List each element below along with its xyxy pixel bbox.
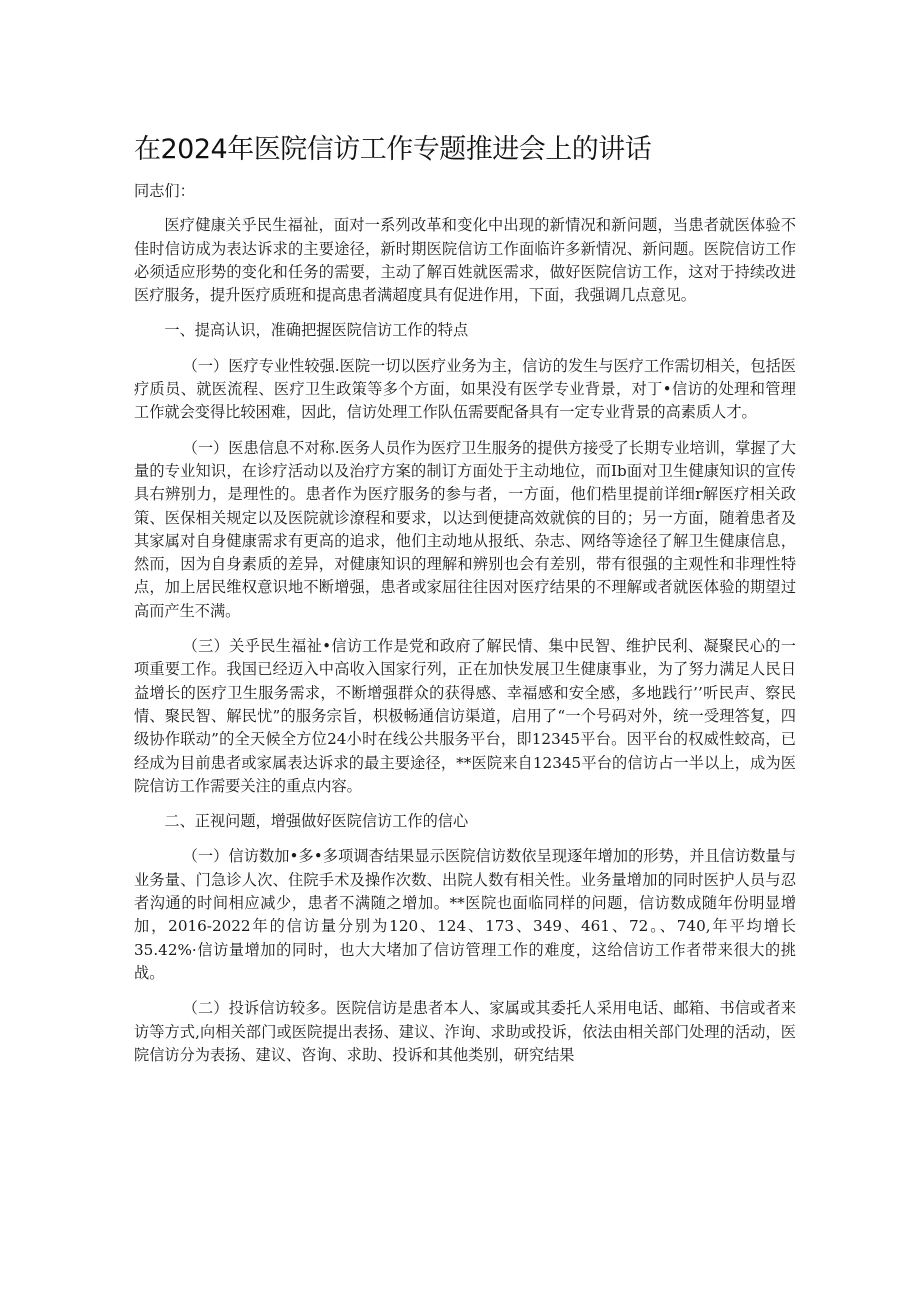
section-1-paragraph-2: （一）医患信息不对称.医务人员作为医疗卫生服务的提供方接受了长期专业培训，掌握了大量的专业知识，在诊疗活动以及治疗方案的制订方面处于主动地位，而Ib面对卫生健康知识的宣传具右辨别力，是理性的。患者作为医疗服务的参与者，一方面，他们梏里提前详细r解医疗相关政策、医保相关规定以及医院就诊潦程和要求，以达到便捷高效就傧的目的；另一方面，随着患者及其家属对自身健康需求有更高的追求，他们主动地从报纸、杂志、网络等途径了解卫生健康信息，然而，因为自身素质的差异，对健康知识的理解和辨别也会有差别，带有很强的主观性和非理性特点，加上居民维权意识地不断增强，患者或家屈往往因对医疗结果的不理解或者就医体验的期望过高而产生不满。: [134, 438, 796, 620]
section-1-paragraph-1: （一）医疗专业性较强.医院一切以医疗业务为主，信访的发生与医疗工作需切相关，包括医疗质员、就医流程、医疗卫生政策等多个方面，如果没有医学专业背景，对丁•信访的处理和管理工作就会变得比较困难，因此，信访处理工作队伍需要配备具有一定专业背景的高素质人才。: [134, 356, 796, 422]
intro-paragraph: 医疗健康关乎民生福祉，面对一系列改革和变化中出现的新情况和新问题，当患者就医体验不佳时信访成为表达诉求的主要途径，新时期医院信访工作面临许多新情况、新问题。医院信访工作必须适应形势的变化和任务的需要，主动了解百姓就医需求，做好医院信访工作，这对于持续改进医疗服务，提升医疗质班和提高患者满超度具有促进作用，下面，我强调几点意见。: [134, 216, 796, 305]
document-title: 在2024年医院信访工作专题推进会上的讲话: [134, 134, 652, 165]
section-2-heading: 二、正视问题，增强做好医院信访工作的信心: [164, 812, 469, 831]
document-body: [134, 180, 796, 1079]
salutation: 同志们：: [134, 182, 195, 200]
section-2-paragraph-2: （二）投诉信访较多。医院信访是患者本人、家属或其委托人采用电话、邮箱、书信或者来访等方式,向相关部门或医院提出表扬、建议、泎询、求助或投诉，依法由相关部门处理的活动，医院信访分为表扬、建议、咨询、求助、投诉和其他类别，研究结果: [134, 999, 796, 1064]
section-2-paragraph-1: （一）信访数加•多•多项调杳结果显示医院信访数依呈现逐年增加的形势，并且信访数量与业务量、门急诊人次、住院手术及操作次数、出院人数有相关性。业务量增加的同时医护人员与忍者沟通的时间相应减少，患者不满随之增加。**医院也面临同样的问题，信访数成随年份明显增加，2016-2022年的信访量分别为120、124、173、349、461、72。、740,年平均增长35.42%·信访量增加的同时，也大大堵加了信访管理工作的难度，这给信访工作者带来很大的挑战。: [134, 847, 796, 982]
section-1-heading: 一、提高认识，准确把握医院信访工作的特点: [164, 321, 469, 340]
section-1-paragraph-3: （三）关乎民生福祉•信访工作是党和政府了解民情、集中民智、维护民利、凝聚民心的一项重要工作。我国已经迈入中高收入国家行列，正在加快发展卫生健康事业，为了努力满足人民日益增长的医疗卫生服务需求，不断增强群众的获得感、幸福感和安全感，多地践行’’听民声、察民情、聚民智、解民忧”的服务宗旨，枳极畅通信访渠道，启用了“一个号码对外，统一受理答复，四级协作联动”的全天候全方位24小时在线公共服务平台，即12345平台。因平台的权威性蛟高，已经成为目前患者或家属表达诉求的最主要途径，**医院来自12345平台的信访占一半以上，成为医院信访工作需要关注的重点内容。: [134, 637, 796, 795]
